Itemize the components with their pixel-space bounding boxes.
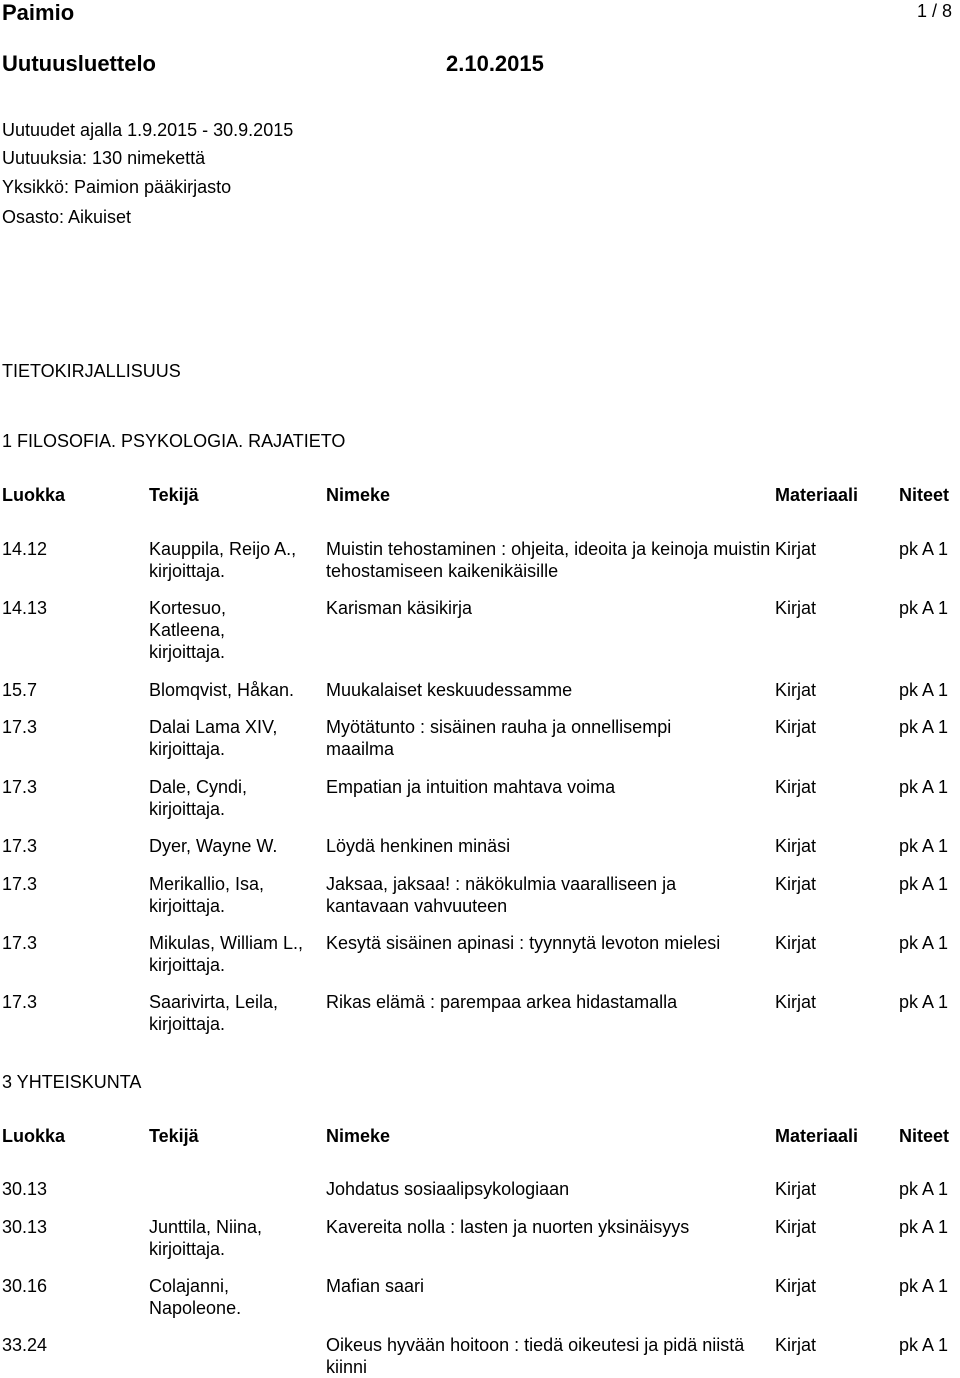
unit-text: Yksikkö: Paimion pääkirjasto [2,177,232,197]
cell-materiaali: Kirjat [775,992,817,1012]
section-heading: 3 YHTEISKUNTA [2,1072,142,1092]
cell-tekija: Mikulas, William L., kirjoittaja. [149,933,304,975]
cell-luokka: 17.3 [2,933,38,953]
cell-tekija: Dyer, Wayne W. [149,836,278,856]
cell-niteet: pk A 1 [899,836,949,856]
column-header-niteet: Niteet [899,485,950,505]
cell-tekija: Blomqvist, Håkan. [149,680,295,700]
cell-materiaali: Kirjat [775,598,817,618]
cell-luokka: 15.7 [2,680,38,700]
cell-tekija: Dale, Cyndi, kirjoittaja. [149,777,248,819]
list-date: 2.10.2015 [446,51,544,76]
cell-tekija: Saarivirta, Leila, kirjoittaja. [149,992,279,1034]
cell-luokka: 14.12 [2,539,48,559]
column-header-row [0,484,960,506]
cell-niteet: pk A 1 [899,1179,949,1199]
cell-nimeke: Mafian saari [326,1276,425,1296]
cell-nimeke: Johdatus sosiaalipsykologiaan [326,1179,570,1199]
cell-luokka: 33.24 [2,1335,48,1355]
cell-materiaali: Kirjat [775,1276,817,1296]
column-header-tekija: Tekijä [149,1126,199,1146]
column-header-materiaali: Materiaali [775,485,859,505]
cell-materiaali: Kirjat [775,933,817,953]
cell-niteet: pk A 1 [899,874,949,894]
count-text: Uutuuksia: 130 nimekettä [2,148,206,168]
cell-materiaali: Kirjat [775,680,817,700]
cell-niteet: pk A 1 [899,680,949,700]
cell-materiaali: Kirjat [775,874,817,894]
cell-niteet: pk A 1 [899,539,949,559]
cell-luokka: 30.16 [2,1276,48,1296]
cell-nimeke: Rikas elämä : parempaa arkea hidastamalla [326,992,678,1012]
cell-nimeke: Muistin tehostaminen : ohjeita, ideoita ja keinoja muistin tehostamiseen kaikenikäisille [326,539,771,581]
cell-nimeke: Muukalaiset keskuudessamme [326,680,573,700]
cell-niteet: pk A 1 [899,1217,949,1237]
column-header-materiaali: Materiaali [775,1126,859,1146]
cell-nimeke: Myötätunto : sisäinen rauha ja onnellisempi maailma [326,717,672,759]
cell-materiaali: Kirjat [775,539,817,559]
column-header-nimeke: Nimeke [326,485,391,505]
cell-niteet: pk A 1 [899,933,949,953]
cell-materiaali: Kirjat [775,836,817,856]
cell-niteet: pk A 1 [899,1335,949,1355]
cell-materiaali: Kirjat [775,1179,817,1199]
cell-nimeke: Kesytä sisäinen apinasi : tyynnytä levoton mielesi [326,933,721,953]
column-header-row [0,1125,960,1147]
cell-luokka: 17.3 [2,836,38,856]
cell-nimeke: Kavereita nolla : lasten ja nuorten yksinäisyys [326,1217,690,1237]
cell-luokka: 17.3 [2,874,38,894]
cell-niteet: pk A 1 [899,777,949,797]
cell-tekija: Merikallio, Isa, kirjoittaja. [149,874,265,916]
period-text: Uutuudet ajalla 1.9.2015 - 30.9.2015 [2,120,294,140]
cell-niteet: pk A 1 [899,598,949,618]
column-header-luokka: Luokka [2,1126,66,1146]
cell-luokka: 17.3 [2,717,38,737]
column-header-tekija: Tekijä [149,485,199,505]
cell-materiaali: Kirjat [775,717,817,737]
section-heading: 1 FILOSOFIA. PSYKOLOGIA. RAJATIETO [2,431,346,451]
cell-luokka: 14.13 [2,598,48,618]
column-header-nimeke: Nimeke [326,1126,391,1146]
department-text: Osasto: Aikuiset [2,207,132,227]
column-header-luokka: Luokka [2,485,66,505]
cell-nimeke: Jaksaa, jaksaa! : näkökulmia vaaralliseen ja kantavaan vahvuuteen [326,874,677,916]
cell-tekija: Junttila, Niina, kirjoittaja. [149,1217,263,1259]
cell-materiaali: Kirjat [775,777,817,797]
cell-materiaali: Kirjat [775,1335,817,1355]
cell-materiaali: Kirjat [775,1217,817,1237]
cell-tekija: Colajanni, Napoleone. [149,1276,242,1318]
cell-tekija: Kortesuo, Katleena, kirjoittaja. [149,598,227,662]
page-number: 1 / 8 [916,1,952,21]
cell-nimeke: Löydä henkinen minäsi [326,836,511,856]
cell-luokka: 30.13 [2,1217,48,1237]
cell-tekija: Dalai Lama XIV, kirjoittaja. [149,717,278,759]
cell-nimeke: Oikeus hyvään hoitoon : tiedä oikeutesi ja pidä niistä kiinni [326,1335,745,1377]
cell-niteet: pk A 1 [899,1276,949,1296]
cell-luokka: 17.3 [2,777,38,797]
list-title: Uutuusluettelo [2,51,156,76]
cell-nimeke: Karisman käsikirja [326,598,473,618]
cell-luokka: 30.13 [2,1179,48,1199]
library-name: Paimio [2,0,75,25]
cell-luokka: 17.3 [2,992,38,1012]
cell-nimeke: Empatian ja intuition mahtava voima [326,777,616,797]
column-header-niteet: Niteet [899,1126,950,1146]
category-heading: TIETOKIRJALLISUUS [2,361,181,381]
cell-niteet: pk A 1 [899,717,949,737]
cell-tekija: Kauppila, Reijo A., kirjoittaja. [149,539,297,581]
cell-niteet: pk A 1 [899,992,949,1012]
